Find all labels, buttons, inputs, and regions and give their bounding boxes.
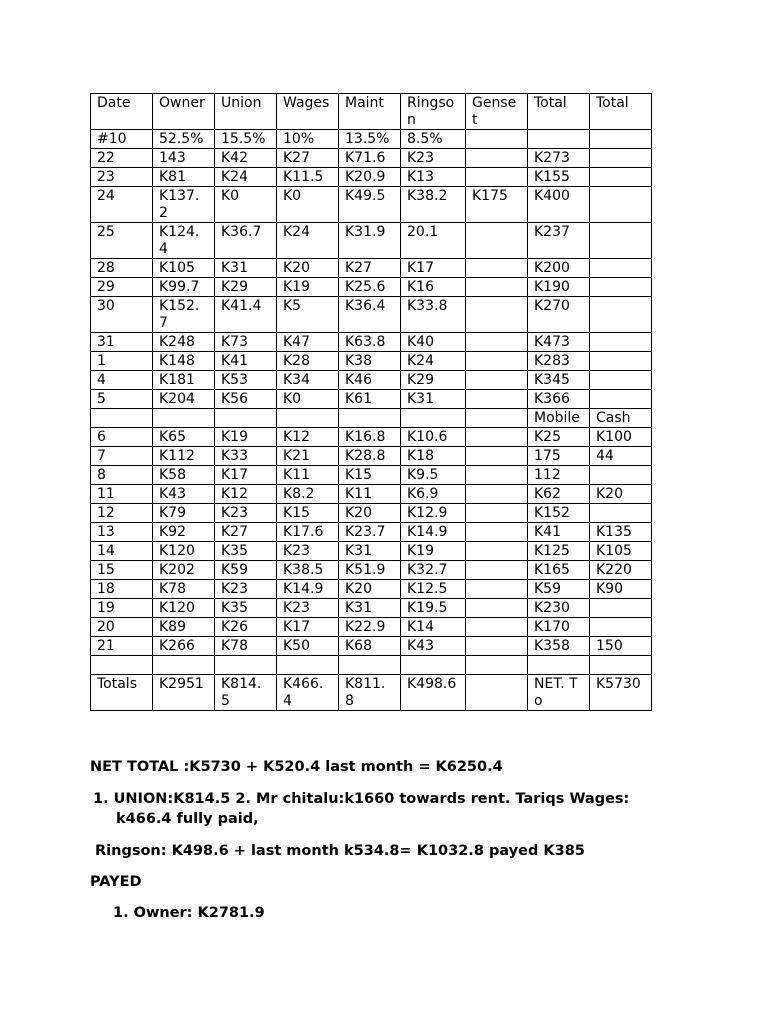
table-row [91, 333, 652, 352]
table-cell [590, 390, 652, 409]
table-cell: 52.5% [153, 130, 215, 149]
table-cell: K16.8 [339, 428, 401, 447]
table-cell: K32.7 [401, 561, 466, 580]
table-cell [339, 656, 401, 675]
table-cell: K8.2 [277, 485, 339, 504]
table-cell [590, 333, 652, 352]
table-cell: K29 [401, 371, 466, 390]
table-cell: K23 [215, 580, 277, 599]
column-header: Owner [153, 94, 215, 130]
table-row [91, 675, 652, 711]
table-cell [590, 352, 652, 371]
table-cell: K345 [528, 371, 590, 390]
table-cell: K38.5 [277, 561, 339, 580]
table-cell: K31 [339, 542, 401, 561]
table-cell [590, 297, 652, 333]
table-cell: K120 [153, 599, 215, 618]
table-cell: K237 [528, 223, 590, 259]
table-cell: 4 [91, 371, 153, 390]
column-header: Date [91, 94, 153, 130]
table-cell: K35 [215, 599, 277, 618]
table-row [91, 259, 652, 278]
table-cell: 8 [91, 466, 153, 485]
table-cell: K25 [528, 428, 590, 447]
table-row [91, 618, 652, 637]
table-cell: K112 [153, 447, 215, 466]
table-cell: 5 [91, 390, 153, 409]
table-cell: K120 [153, 542, 215, 561]
table-cell [590, 371, 652, 390]
table-cell: K17 [401, 259, 466, 278]
table-cell: K50 [277, 637, 339, 656]
table-cell: K498.6 [401, 675, 466, 711]
table-cell: K62 [528, 485, 590, 504]
union-line-continued: k466.4 fully paid, [116, 811, 259, 827]
table-cell: K47 [277, 333, 339, 352]
table-row [91, 409, 652, 428]
table-cell [590, 259, 652, 278]
table-cell: K23 [277, 542, 339, 561]
table-cell [466, 466, 528, 485]
table-cell: K2951 [153, 675, 215, 711]
table-cell: K16 [401, 278, 466, 297]
net-total-line: NET TOTAL :K5730 + K520.4 last month = K6250.4 [90, 759, 503, 775]
table-cell: K100 [590, 428, 652, 447]
table-row [91, 542, 652, 561]
table-cell [590, 278, 652, 297]
table-cell: K46 [339, 371, 401, 390]
table-cell [215, 656, 277, 675]
table-cell: K17 [277, 618, 339, 637]
table-cell [466, 656, 528, 675]
column-header: Ringson [401, 94, 466, 130]
table-cell: K20 [590, 485, 652, 504]
table-row [91, 561, 652, 580]
table-cell: K92 [153, 523, 215, 542]
table-cell: K33 [215, 447, 277, 466]
table-cell: K29 [215, 278, 277, 297]
table-cell [466, 504, 528, 523]
table-cell: K473 [528, 333, 590, 352]
table-cell: 175 [528, 447, 590, 466]
table-cell: 19 [91, 599, 153, 618]
table-cell: Mobile [528, 409, 590, 428]
table-cell: K811.8 [339, 675, 401, 711]
table-cell: 13.5% [339, 130, 401, 149]
table-cell: 30 [91, 297, 153, 333]
table-cell [590, 223, 652, 259]
table-cell: 21 [91, 637, 153, 656]
table-cell: K27 [215, 523, 277, 542]
table-cell: K190 [528, 278, 590, 297]
table-cell: K17.6 [277, 523, 339, 542]
table-cell: 11 [91, 485, 153, 504]
table-cell: K19 [401, 542, 466, 561]
table-cell: K175 [466, 187, 528, 223]
table-cell: K12.9 [401, 504, 466, 523]
table-cell: 20 [91, 618, 153, 637]
table-cell: K17 [215, 466, 277, 485]
table-cell: K11 [339, 485, 401, 504]
table-cell: K71.6 [339, 149, 401, 168]
table-cell: K200 [528, 259, 590, 278]
table-cell [590, 504, 652, 523]
table-cell: K230 [528, 599, 590, 618]
table-cell: 29 [91, 278, 153, 297]
table-cell: K24 [277, 223, 339, 259]
table-cell: K21 [277, 447, 339, 466]
table-row [91, 187, 652, 223]
table-cell: K26 [215, 618, 277, 637]
table-cell: K248 [153, 333, 215, 352]
table-cell: K38 [339, 352, 401, 371]
table-cell: K81 [153, 168, 215, 187]
payed-heading: PAYED [90, 874, 142, 890]
table-cell: K152 [528, 504, 590, 523]
table-cell: K125 [528, 542, 590, 561]
table-cell [466, 223, 528, 259]
table-row [91, 223, 652, 259]
table-cell: 44 [590, 447, 652, 466]
table-cell: K181 [153, 371, 215, 390]
table-cell: K124.4 [153, 223, 215, 259]
table-cell [466, 130, 528, 149]
table-cell: K24 [401, 352, 466, 371]
table-cell: K43 [153, 485, 215, 504]
table-cell: K36.7 [215, 223, 277, 259]
table-row [91, 297, 652, 333]
table-cell: 1 [91, 352, 153, 371]
table-cell [91, 656, 153, 675]
table-cell: K41.4 [215, 297, 277, 333]
table-cell: K38.2 [401, 187, 466, 223]
table-cell: K0 [277, 187, 339, 223]
table-cell [590, 187, 652, 223]
table-cell: K12 [277, 428, 339, 447]
table-cell: K20.9 [339, 168, 401, 187]
table-cell: 24 [91, 187, 153, 223]
table-cell: Cash [590, 409, 652, 428]
table-cell: K68 [339, 637, 401, 656]
table-cell: K400 [528, 187, 590, 223]
table-cell: K358 [528, 637, 590, 656]
table-cell [153, 656, 215, 675]
table-cell: K28 [277, 352, 339, 371]
table-cell: K165 [528, 561, 590, 580]
table-cell: K105 [153, 259, 215, 278]
table-cell: K19 [277, 278, 339, 297]
table-cell: K20 [277, 259, 339, 278]
table-cell: K90 [590, 580, 652, 599]
table-cell [466, 428, 528, 447]
table-cell: K42 [215, 149, 277, 168]
table-row [91, 168, 652, 187]
table-cell [401, 409, 466, 428]
table-cell: K28.8 [339, 447, 401, 466]
table-cell: K65 [153, 428, 215, 447]
table-cell [590, 149, 652, 168]
table-cell [339, 409, 401, 428]
table-cell [466, 278, 528, 297]
table-cell: K63.8 [339, 333, 401, 352]
table-cell [91, 409, 153, 428]
table-cell [590, 168, 652, 187]
table-cell [277, 409, 339, 428]
table-cell: K41 [215, 352, 277, 371]
table-cell [466, 297, 528, 333]
table-cell: 25 [91, 223, 153, 259]
table-row [91, 523, 652, 542]
table-cell: 143 [153, 149, 215, 168]
table-cell: K99.7 [153, 278, 215, 297]
table-cell [277, 656, 339, 675]
table-cell [466, 371, 528, 390]
table-cell: K36.4 [339, 297, 401, 333]
table-cell: 10% [277, 130, 339, 149]
table-cell: K270 [528, 297, 590, 333]
table-cell: K14.9 [277, 580, 339, 599]
table-cell: K148 [153, 352, 215, 371]
table-cell: K152.7 [153, 297, 215, 333]
table-row [91, 637, 652, 656]
column-header: Wages [277, 94, 339, 130]
table-cell [466, 523, 528, 542]
table-cell: K59 [215, 561, 277, 580]
table-cell: 13 [91, 523, 153, 542]
table-cell: K43 [401, 637, 466, 656]
table-row [91, 466, 652, 485]
table-cell: #10 [91, 130, 153, 149]
table-cell: K49.5 [339, 187, 401, 223]
table-cell [590, 130, 652, 149]
table-cell [466, 447, 528, 466]
table-row [91, 485, 652, 504]
table-cell: K31 [401, 390, 466, 409]
table-cell: K0 [215, 187, 277, 223]
table-cell [466, 561, 528, 580]
table-cell: K366 [528, 390, 590, 409]
table-cell: K20 [339, 580, 401, 599]
ledger-table [90, 93, 652, 711]
table-row [91, 599, 652, 618]
table-cell: K283 [528, 352, 590, 371]
table-cell: 15 [91, 561, 153, 580]
table-cell: K11 [277, 466, 339, 485]
table-cell: K204 [153, 390, 215, 409]
table-cell: K266 [153, 637, 215, 656]
table-cell: 23 [91, 168, 153, 187]
table-cell: K78 [153, 580, 215, 599]
table-cell [466, 352, 528, 371]
table-cell: K155 [528, 168, 590, 187]
table-cell: K11.5 [277, 168, 339, 187]
table-cell [401, 656, 466, 675]
table-cell: K12 [215, 485, 277, 504]
table-cell: K20 [339, 504, 401, 523]
table-cell: 12 [91, 504, 153, 523]
table-cell: Totals [91, 675, 153, 711]
table-cell: 8.5% [401, 130, 466, 149]
table-cell [466, 542, 528, 561]
table-cell: K22.9 [339, 618, 401, 637]
table-row [91, 278, 652, 297]
column-header: Total [528, 94, 590, 130]
table-cell: 6 [91, 428, 153, 447]
table-cell: K59 [528, 580, 590, 599]
table-cell: K220 [590, 561, 652, 580]
table-cell: 18 [91, 580, 153, 599]
table-cell: 28 [91, 259, 153, 278]
table-cell [466, 409, 528, 428]
table-cell: K51.9 [339, 561, 401, 580]
table-cell: K273 [528, 149, 590, 168]
table-cell [466, 168, 528, 187]
table-row [91, 149, 652, 168]
table-cell: K466.4 [277, 675, 339, 711]
table-cell [466, 333, 528, 352]
table-cell: 150 [590, 637, 652, 656]
table-cell: K814.5 [215, 675, 277, 711]
table-cell: 112 [528, 466, 590, 485]
table-cell: K40 [401, 333, 466, 352]
table-cell: K56 [215, 390, 277, 409]
table-cell [466, 580, 528, 599]
table-cell: 22 [91, 149, 153, 168]
table-cell: K6.9 [401, 485, 466, 504]
column-header: Total [590, 94, 652, 130]
table-row [91, 130, 652, 149]
table-cell: 15.5% [215, 130, 277, 149]
table-cell [528, 656, 590, 675]
table-cell [590, 656, 652, 675]
table-cell: K27 [277, 149, 339, 168]
table-cell [215, 409, 277, 428]
table-cell: 31 [91, 333, 153, 352]
table-cell: 7 [91, 447, 153, 466]
table-cell: K105 [590, 542, 652, 561]
table-cell: K53 [215, 371, 277, 390]
table-cell: K23.7 [339, 523, 401, 542]
table-cell: K202 [153, 561, 215, 580]
table-cell: K15 [339, 466, 401, 485]
table-cell: K12.5 [401, 580, 466, 599]
table-cell: K14.9 [401, 523, 466, 542]
table-cell: K19 [215, 428, 277, 447]
table-cell [153, 409, 215, 428]
table-cell: K0 [277, 390, 339, 409]
owner-payment-line: 1. Owner: K2781.9 [113, 905, 265, 921]
table-cell: K14 [401, 618, 466, 637]
table-row [91, 390, 652, 409]
table-cell: K9.5 [401, 466, 466, 485]
table-cell: K78 [215, 637, 277, 656]
table-cell: K137.2 [153, 187, 215, 223]
table-cell [466, 599, 528, 618]
column-header: Genset [466, 94, 528, 130]
table-cell [466, 675, 528, 711]
table-cell: K15 [277, 504, 339, 523]
table-cell [528, 130, 590, 149]
table-cell: 20.1 [401, 223, 466, 259]
table-cell: K5 [277, 297, 339, 333]
table-row [91, 656, 652, 675]
table-cell [466, 390, 528, 409]
table-row [91, 504, 652, 523]
table-row [91, 371, 652, 390]
table-cell: K25.6 [339, 278, 401, 297]
table-cell [466, 259, 528, 278]
table-cell: K31 [339, 599, 401, 618]
table-row [91, 580, 652, 599]
table-cell: K41 [528, 523, 590, 542]
table-cell: K33.8 [401, 297, 466, 333]
table-cell: K10.6 [401, 428, 466, 447]
table-row [91, 447, 652, 466]
table-cell: K13 [401, 168, 466, 187]
table-cell: K23 [401, 149, 466, 168]
table-cell: K89 [153, 618, 215, 637]
table-cell [466, 618, 528, 637]
table-cell: NET. To [528, 675, 590, 711]
ringson-line: Ringson: K498.6 + last month k534.8= K1032.8 payed K385 [95, 843, 585, 859]
table-cell: K58 [153, 466, 215, 485]
table-cell: K31.9 [339, 223, 401, 259]
table-cell: K23 [215, 504, 277, 523]
table-cell: K24 [215, 168, 277, 187]
table-cell [590, 466, 652, 485]
table-cell [590, 599, 652, 618]
table-cell: K61 [339, 390, 401, 409]
table-row [91, 352, 652, 371]
table-cell: K170 [528, 618, 590, 637]
table-cell: K31 [215, 259, 277, 278]
table-header-row [91, 94, 652, 130]
table-cell [590, 618, 652, 637]
table-cell: K19.5 [401, 599, 466, 618]
table-row [91, 428, 652, 447]
table-cell: K23 [277, 599, 339, 618]
table-cell [466, 485, 528, 504]
column-header: Union [215, 94, 277, 130]
table-cell: K18 [401, 447, 466, 466]
table-cell [466, 149, 528, 168]
table-cell: K79 [153, 504, 215, 523]
table-cell: K34 [277, 371, 339, 390]
table-cell: K27 [339, 259, 401, 278]
table-cell: K135 [590, 523, 652, 542]
table-cell: K35 [215, 542, 277, 561]
union-line: 1. UNION:K814.5 2. Mr chitalu:k1660 towards rent. Tariqs Wages: [93, 791, 630, 807]
table-cell [466, 637, 528, 656]
column-header: Maint [339, 94, 401, 130]
table-cell: K5730 [590, 675, 652, 711]
table-cell: 14 [91, 542, 153, 561]
table-cell: K73 [215, 333, 277, 352]
